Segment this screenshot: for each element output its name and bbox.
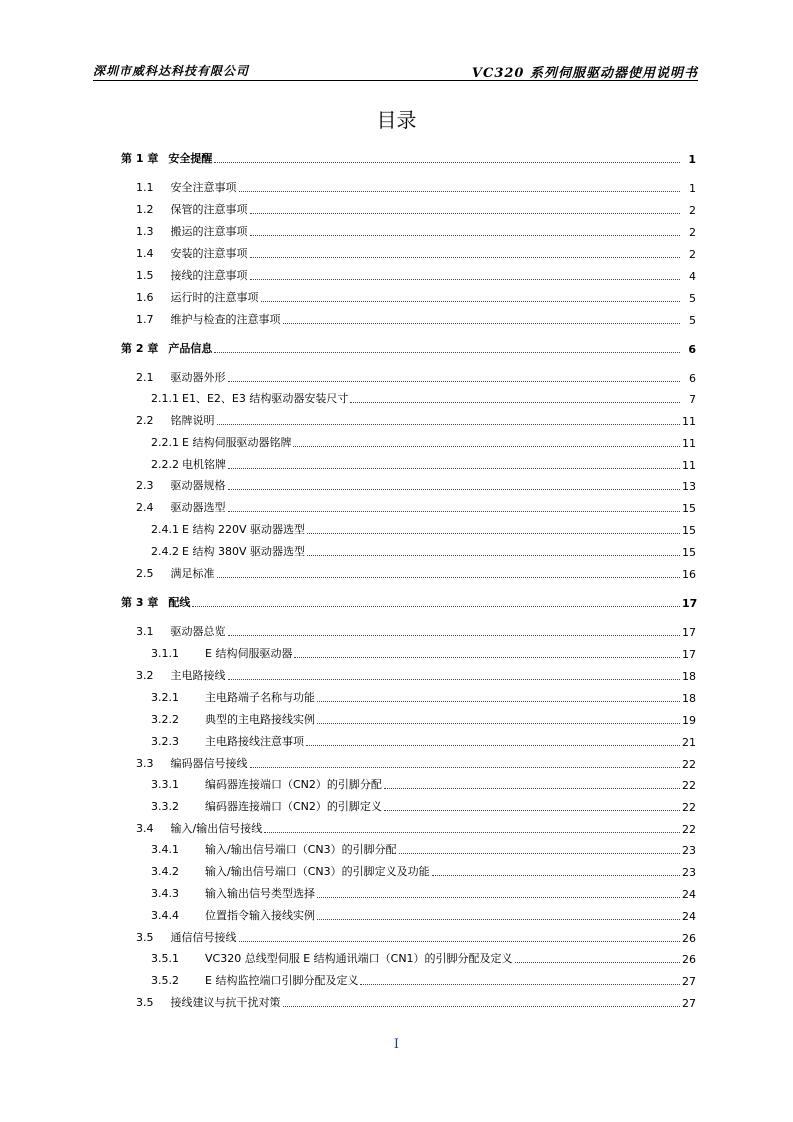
toc-entry[interactable] [0, 565, 793, 581]
header-company: 深圳市威科达科技有限公司 [93, 64, 250, 78]
toc-entry-number: 3.5.2 [151, 974, 179, 987]
toc-entry-text: 满足标准 [170, 567, 215, 580]
toc-entry-text: E1、E2、E3 结构驱动器安装尺寸 [182, 392, 349, 405]
toc-dot-leader [217, 577, 681, 578]
toc-entry-label [151, 950, 513, 966]
toc-dot-leader [192, 606, 680, 607]
toc-entry-page: 22 [682, 801, 696, 814]
toc-entry-label [136, 820, 262, 836]
toc-entry-page: 5 [689, 292, 696, 305]
toc-title: 目录 [376, 108, 417, 132]
toc-entry-text: 驱动器外形 [170, 371, 226, 384]
toc-entry-label [136, 179, 237, 195]
toc-entry-number: 3.3 [136, 757, 154, 770]
toc-entry-number: 2.4.2 [151, 545, 179, 558]
toc-dot-leader [228, 679, 681, 680]
toc-entry-text: 运行时的注意事项 [170, 291, 259, 304]
toc-entry-text: 安全提醒 [168, 152, 213, 165]
toc-entry-text: VC320 总线型伺服 E 结构通讯端口（CN1）的引脚分配及定义 [205, 952, 513, 965]
toc-entry-number: 3.2.3 [151, 735, 179, 748]
toc-entry-text: 输入输出信号类型选择 [205, 887, 315, 900]
toc-entry-label [136, 929, 237, 945]
toc-entry-text: 接线建议与抗干扰对策 [170, 996, 281, 1009]
toc-entry-page: 17 [682, 597, 698, 610]
toc-entry[interactable] [0, 972, 793, 988]
toc-dot-leader [306, 745, 680, 746]
toc-entry-label [121, 594, 190, 610]
toc-entry-page: 27 [682, 975, 696, 988]
toc-chapter-entry[interactable] [0, 594, 793, 610]
toc-entry-page: 17 [682, 626, 696, 639]
toc-entry-text: 驱动器总览 [170, 625, 226, 638]
toc-entry-number: 1.4 [136, 247, 154, 260]
toc-entry-text: 输入/输出信号端口（CN3）的引脚分配 [205, 843, 397, 856]
toc-entry-number: 3.5 [136, 931, 154, 944]
toc-entry[interactable] [0, 390, 793, 406]
toc-entry[interactable] [0, 543, 793, 559]
toc-entry-text: 电机铭牌 [182, 458, 226, 471]
toc-entry[interactable] [0, 412, 793, 428]
toc-entry-page: 2 [689, 248, 696, 261]
toc-dot-leader [264, 832, 680, 833]
toc-entry-page: 18 [682, 670, 696, 683]
toc-entry-number: 3.1.1 [151, 647, 179, 660]
toc-entry-label [136, 499, 226, 515]
toc-entry-label [136, 223, 248, 239]
toc-entry[interactable] [0, 689, 793, 705]
toc-entry-page: 6 [689, 372, 696, 385]
toc-entry[interactable] [0, 733, 793, 749]
toc-entry-number: 3.2.2 [151, 713, 179, 726]
toc-entry-text: 通信信号接线 [170, 931, 237, 944]
toc-dot-leader [432, 875, 680, 876]
toc-entry[interactable] [0, 994, 793, 1010]
toc-entry-page: 18 [682, 692, 696, 705]
toc-entry-number: 3.5 [136, 996, 154, 1009]
toc-entry-page: 27 [682, 997, 696, 1010]
toc-entry-number: 3.4.2 [151, 865, 179, 878]
toc-entry-number: 3.2 [136, 669, 154, 682]
toc-entry-number: 第 3 章 [121, 596, 159, 609]
toc-entry[interactable] [0, 711, 793, 727]
toc-entry-page: 15 [682, 524, 696, 537]
toc-dot-leader [250, 257, 681, 258]
toc-dot-leader [239, 941, 681, 942]
toc-dot-leader [228, 381, 681, 382]
toc-entry[interactable] [0, 885, 793, 901]
toc-entry[interactable] [0, 950, 793, 966]
toc-entry-number: 3.3.1 [151, 778, 179, 791]
toc-chapter-entry[interactable] [0, 340, 793, 356]
toc-dot-leader [307, 533, 680, 534]
toc-entry[interactable] [0, 369, 793, 385]
toc-entry[interactable] [0, 820, 793, 836]
toc-entry-text: 驱动器规格 [170, 479, 226, 492]
toc-entry-label [151, 841, 397, 857]
toc-entry-page: 7 [689, 393, 696, 406]
toc-entry-label [151, 390, 348, 406]
toc-entry-page: 2 [689, 226, 696, 239]
toc-entry[interactable] [0, 311, 793, 327]
toc-entry[interactable] [0, 521, 793, 537]
toc-entry-label [151, 645, 292, 661]
toc-entry-number: 2.5 [136, 567, 154, 580]
toc-entry-label [136, 477, 226, 493]
toc-entry-page: 22 [682, 758, 696, 771]
toc-entry-page: 16 [682, 568, 696, 581]
toc-dot-leader [283, 1006, 681, 1007]
toc-entry-page: 2 [689, 204, 696, 217]
toc-entry-label [136, 755, 248, 771]
toc-entry-page: 22 [682, 823, 696, 836]
toc-dot-leader [317, 897, 680, 898]
toc-entry-text: 安全注意事项 [170, 181, 237, 194]
toc-dot-leader [515, 962, 680, 963]
toc-entry-page: 11 [682, 415, 696, 428]
toc-entry-number: 2.4.1 [151, 523, 179, 536]
toc-entry-label [151, 689, 315, 705]
toc-entry-number: 1.7 [136, 313, 154, 326]
toc-entry-label [151, 711, 315, 727]
toc-entry-text: 配线 [168, 596, 191, 609]
toc-dot-leader [317, 723, 680, 724]
page-number: I [393, 1037, 400, 1052]
toc-entry-text: 典型的主电路接线实例 [205, 713, 315, 726]
toc-entry-label [136, 667, 226, 683]
toc-dot-leader [384, 788, 680, 789]
toc-dot-leader [228, 468, 680, 469]
toc-entry-page: 22 [682, 779, 696, 792]
toc-entry-number: 3.2.1 [151, 691, 179, 704]
toc-entry[interactable] [0, 434, 793, 450]
toc-dot-leader [250, 235, 681, 236]
toc-entry-number: 3.4.1 [151, 843, 179, 856]
toc-entry-page: 1 [689, 182, 696, 195]
toc-entry-number: 2.2.2 [151, 458, 179, 471]
toc-entry-label [136, 289, 259, 305]
toc-entry[interactable] [0, 179, 793, 195]
toc-entry-page: 23 [682, 866, 696, 879]
toc-dot-leader [228, 635, 681, 636]
toc-entry[interactable] [0, 499, 793, 515]
toc-entry-page: 13 [682, 480, 696, 493]
toc-entry[interactable] [0, 667, 793, 683]
toc-entry-text: 驱动器选型 [170, 501, 226, 514]
toc-entry-text: 编码器信号接线 [170, 757, 248, 770]
toc-entry[interactable] [0, 623, 793, 639]
toc-entry[interactable] [0, 929, 793, 945]
toc-entry-text: 输入/输出信号接线 [170, 822, 263, 835]
toc-dot-leader [399, 853, 680, 854]
toc-entry-page: 17 [682, 648, 696, 661]
toc-entry-number: 1.2 [136, 203, 154, 216]
toc-entry-page: 6 [688, 343, 696, 356]
toc-entry[interactable] [0, 645, 793, 661]
toc-dot-leader [350, 402, 680, 403]
toc-entry-text: 产品信息 [168, 342, 213, 355]
toc-entry-number: 1.5 [136, 269, 154, 282]
toc-entry-text: 主电路接线注意事项 [205, 735, 304, 748]
toc-entry[interactable] [0, 776, 793, 792]
toc-entry-label [136, 311, 281, 327]
toc-dot-leader [250, 279, 681, 280]
toc-entry[interactable] [0, 755, 793, 771]
toc-entry-page: 23 [682, 844, 696, 857]
toc-dot-leader [214, 162, 680, 163]
toc-dot-leader [217, 424, 681, 425]
toc-entry-label [151, 798, 382, 814]
toc-entry-text: 主电路接线 [170, 669, 226, 682]
toc-entry-page: 11 [682, 437, 696, 450]
toc-entry-text: 接线的注意事项 [170, 269, 248, 282]
toc-entry-text: 维护与检查的注意事项 [170, 313, 281, 326]
toc-entry-label [136, 565, 215, 581]
toc-entry-text: 安装的注意事项 [170, 247, 248, 260]
toc-entry-text: E 结构伺服驱动器 [205, 647, 293, 660]
toc-entry-label [151, 733, 304, 749]
toc-entry-page: 21 [682, 736, 696, 749]
toc-dot-leader [250, 767, 681, 768]
toc-dot-leader [317, 701, 680, 702]
toc-entry-number: 2.1 [136, 371, 154, 384]
toc-entry-text: 输入/输出信号端口（CN3）的引脚定义及功能 [205, 865, 430, 878]
toc-entry-number: 2.3 [136, 479, 154, 492]
toc-entry-page: 26 [682, 932, 696, 945]
toc-entry-label [151, 863, 430, 879]
toc-entry-number: 2.4 [136, 501, 154, 514]
toc-entry-label [136, 369, 226, 385]
toc-entry-text: 编码器连接端口（CN2）的引脚定义 [205, 800, 382, 813]
toc-entry-page: 19 [682, 714, 696, 727]
toc-entry-number: 1.6 [136, 291, 154, 304]
toc-entry-number: 2.2 [136, 414, 154, 427]
toc-dot-leader [239, 191, 681, 192]
toc-entry[interactable] [0, 477, 793, 493]
toc-entry-text: E 结构伺服驱动器铭牌 [182, 436, 292, 449]
toc-entry-page: 15 [682, 546, 696, 559]
toc-dot-leader [250, 213, 681, 214]
toc-entry[interactable] [0, 907, 793, 923]
toc-entry[interactable] [0, 267, 793, 283]
toc-chapter-entry[interactable] [0, 150, 793, 166]
toc-entry-number: 第 1 章 [121, 152, 159, 165]
toc-entry-label [121, 340, 212, 356]
toc-dot-leader [307, 555, 680, 556]
toc-entry-label [136, 623, 226, 639]
toc-entry[interactable] [0, 863, 793, 879]
toc-entry-text: E 结构监控端口引脚分配及定义 [205, 974, 359, 987]
header-manual-title: VC320 系列伺服驱动器使用说明书 [471, 66, 698, 81]
toc-entry-label [136, 412, 215, 428]
toc-entry-label [151, 907, 315, 923]
toc-entry-number: 2.1.1 [151, 392, 179, 405]
toc-dot-leader [294, 657, 680, 658]
toc-dot-leader [283, 323, 681, 324]
toc-entry-text: E 结构 220V 驱动器选型 [182, 523, 305, 536]
toc-entry-label [136, 994, 281, 1010]
toc-entry-number: 3.5.1 [151, 952, 179, 965]
toc-dot-leader [228, 511, 681, 512]
toc-entry-number: 3.1 [136, 625, 154, 638]
toc-entry-label [151, 885, 315, 901]
toc-entry[interactable] [0, 798, 793, 814]
toc-entry-page: 11 [682, 459, 696, 472]
toc-entry-number: 2.2.1 [151, 436, 179, 449]
toc-entry[interactable] [0, 201, 793, 217]
toc-entry-label [136, 245, 248, 261]
toc-entry-label [121, 150, 212, 166]
toc-entry-label [136, 267, 248, 283]
toc-entry-page: 5 [689, 314, 696, 327]
toc-entry-label [151, 972, 358, 988]
toc-entry-text: 主电路端子名称与功能 [205, 691, 315, 704]
toc-entry-number: 3.4.4 [151, 909, 179, 922]
toc-entry[interactable] [0, 245, 793, 261]
toc-entry-page: 24 [682, 910, 696, 923]
toc-entry-label [151, 776, 382, 792]
toc-entry-page: 26 [682, 953, 696, 966]
toc-entry-page: 1 [688, 153, 696, 166]
toc-entry-number: 1.1 [136, 181, 154, 194]
toc-dot-leader [317, 919, 680, 920]
toc-entry-number: 3.4 [136, 822, 154, 835]
toc-entry[interactable] [0, 841, 793, 857]
toc-entry-label [151, 543, 305, 559]
toc-dot-leader [384, 810, 680, 811]
toc-dot-leader [261, 301, 681, 302]
toc-entry-label [151, 521, 305, 537]
toc-entry-text: 编码器连接端口（CN2）的引脚分配 [205, 778, 382, 791]
toc-entry-page: 24 [682, 888, 696, 901]
toc-dot-leader [293, 446, 680, 447]
toc-entry[interactable] [0, 223, 793, 239]
toc-entry-label [151, 456, 226, 472]
toc-entry-label [151, 434, 291, 450]
toc-entry-text: E 结构 380V 驱动器选型 [182, 545, 305, 558]
toc-entry-number: 3.3.2 [151, 800, 179, 813]
toc-entry-page: 15 [682, 502, 696, 515]
toc-entry[interactable] [0, 456, 793, 472]
toc-entry-page: 4 [689, 270, 696, 283]
toc-dot-leader [228, 489, 681, 490]
toc-entry-number: 3.4.3 [151, 887, 179, 900]
toc-entry[interactable] [0, 289, 793, 305]
toc-entry-number: 第 2 章 [121, 342, 159, 355]
toc-dot-leader [360, 984, 680, 985]
toc-dot-leader [214, 352, 680, 353]
toc-entry-text: 铭牌说明 [170, 414, 215, 427]
toc-entry-text: 搬运的注意事项 [170, 225, 248, 238]
toc-entry-text: 位置指令输入接线实例 [205, 909, 315, 922]
toc-entry-label [136, 201, 248, 217]
toc-entry-number: 1.3 [136, 225, 154, 238]
toc-entry-text: 保管的注意事项 [170, 203, 248, 216]
